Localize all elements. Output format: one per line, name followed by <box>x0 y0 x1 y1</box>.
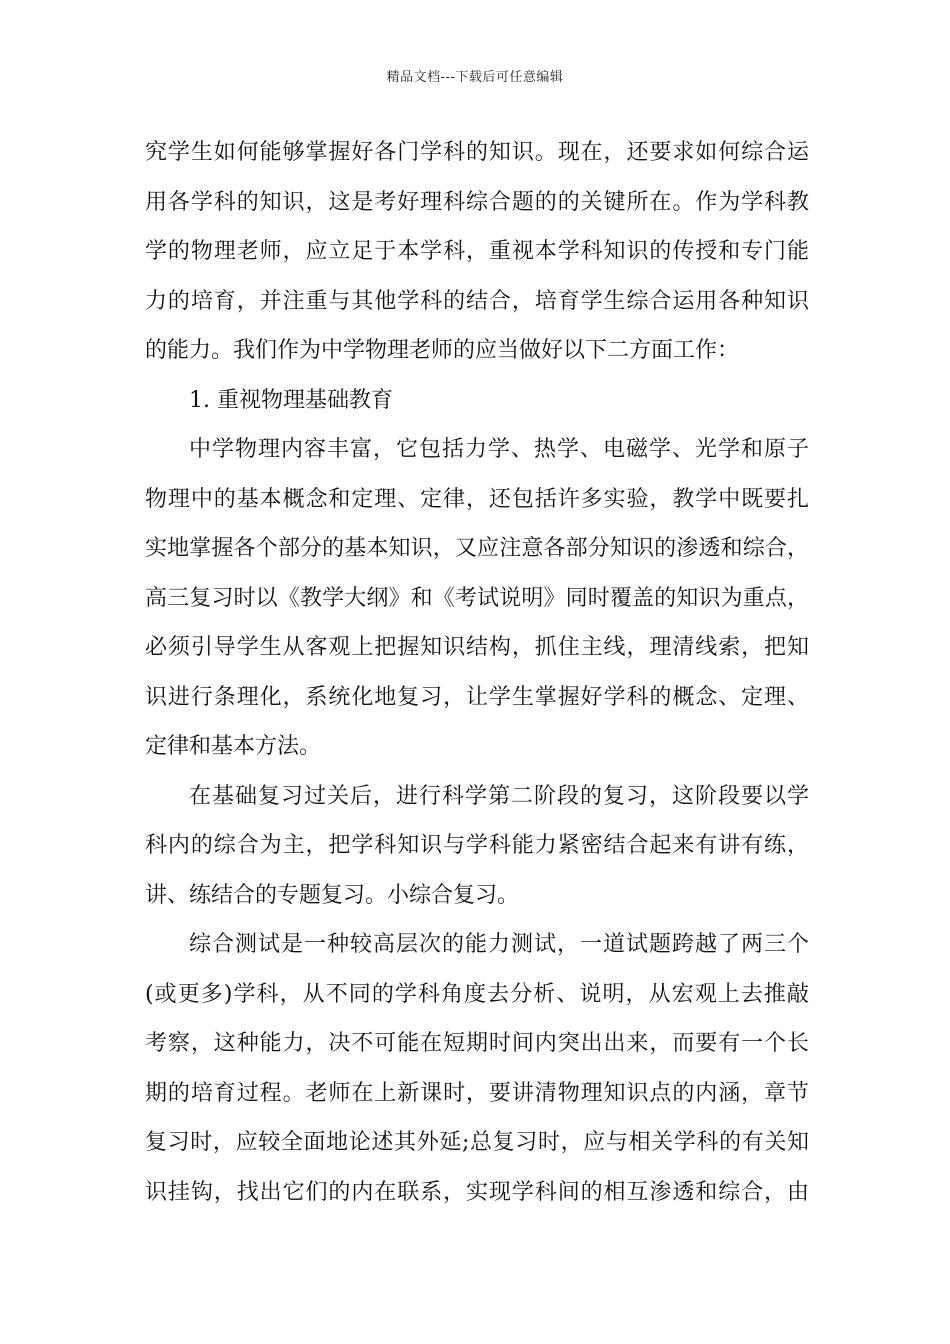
text-line: 物理中的基本概念和定理、定律，还包括许多实验，教学中既要扎 <box>145 486 809 512</box>
section-heading: 1. 重视物理基础教育 <box>189 387 393 413</box>
text-line: 实地掌握各个部分的基本知识，又应注意各部分知识的渗透和综合， <box>145 536 809 561</box>
text-line: 在基础复习过关后，进行科学第二阶段的复习，这阶段要以学 <box>189 783 809 809</box>
text-line: 中学物理内容丰富，它包括力学、热学、电磁学、光学和原子 <box>189 437 809 462</box>
text-line: 的能力。我们作为中学物理老师的应当做好以下二方面工作： <box>145 338 740 363</box>
text-line: 识进行条理化，系统化地复习，让学生掌握好学科的概念、定理、 <box>145 684 809 710</box>
text-line: 识挂钩，找出它们的内在联系，实现学科间的相互渗透和综合，由 <box>145 1179 809 1205</box>
text-line: 考察，这种能力，决不可能在短期时间内突出出来，而要有一个长 <box>145 1031 809 1056</box>
text-line: 定律和基本方法。 <box>145 734 322 759</box>
text-line: 必须引导学生从客观上把握知识结构，抓住主线，理清线索，把知 <box>145 635 809 660</box>
text-line: 用各学科的知识，这是考好理科综合题的的关键所在。作为学科教 <box>145 189 809 215</box>
page-header: 精品文档---下载后可任意编辑 <box>386 70 564 85</box>
text-line: (或更多)学科，从不同的学科角度去分析、说明，从宏观上去推敲 <box>145 981 809 1007</box>
document-body <box>145 128 809 1217</box>
text-line: 期的培育过程。老师在上新课时，要讲清物理知识点的内涵，章节 <box>145 1080 809 1106</box>
text-line: 科内的综合为主，把学科知识与学科能力紧密结合起来有讲有练， <box>145 833 809 858</box>
text-line: 复习时，应较全面地论述其外延;总复习时，应与相关学科的有关知 <box>145 1130 809 1155</box>
text-line: 究学生如何能够掌握好各门学科的知识。现在，还要求如何综合运 <box>145 140 809 165</box>
text-line: 学的物理老师，应立足于本学科，重视本学科知识的传授和专门能 <box>145 239 809 264</box>
text-line: 讲、练结合的专题复习。小综合复习。 <box>145 882 520 908</box>
text-line: 力的培育，并注重与其他学科的结合，培育学生综合运用各种知识 <box>145 288 809 314</box>
text-line: 综合测试是一种较高层次的能力测试，一道试题跨越了两三个 <box>189 932 809 957</box>
text-line: 高三复习时以《教学大纲》和《考试说明》同时覆盖的知识为重点， <box>145 585 809 611</box>
